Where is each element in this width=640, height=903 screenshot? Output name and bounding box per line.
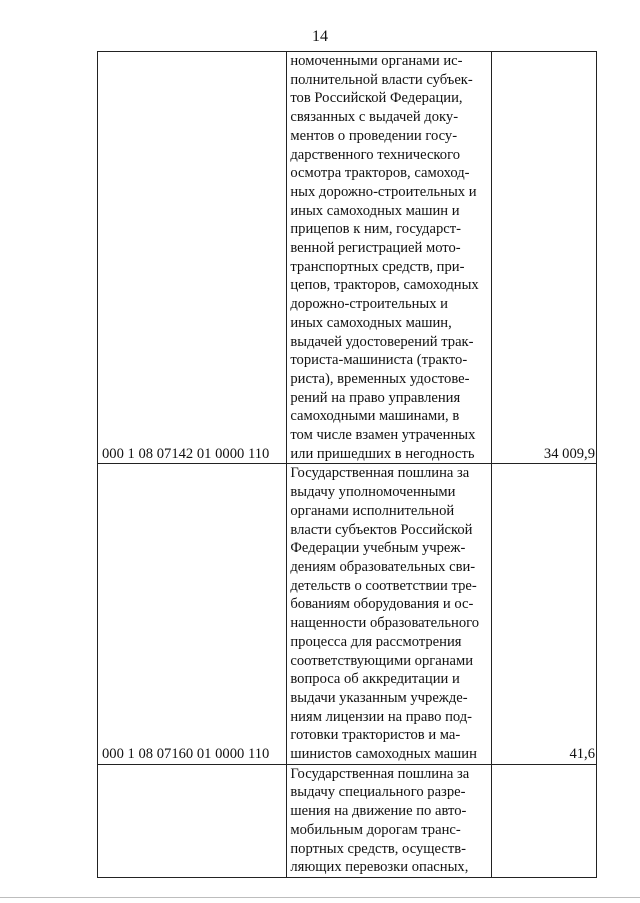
description-line: детельств о соответствии тре- — [290, 577, 477, 594]
description-line: нащенности образовательного — [290, 615, 480, 632]
description-line: иных самоходных машин и — [290, 202, 460, 219]
description-line: рений на право управления — [290, 389, 461, 406]
description-line: дорожно-строительных и — [290, 296, 448, 313]
description-line: транспортных средств, при- — [290, 258, 465, 275]
description-line: выдачу уполномоченными — [290, 484, 456, 501]
page-bottom-edge — [0, 897, 640, 898]
description-line: шения на движение по авто- — [290, 803, 467, 820]
description-line: шинистов самоходных машин — [290, 746, 477, 763]
description-line: выдачей удостоверений трак- — [290, 333, 474, 350]
description-line: бованиям оборудования и ос- — [290, 596, 474, 613]
description-line: выдачи указанным учрежде- — [290, 689, 468, 706]
description-cell — [287, 464, 491, 764]
description-line: портных средств, осуществ- — [290, 840, 466, 857]
description-line: соответствующими органами — [290, 652, 474, 669]
description-line: ториста-машиниста (тракто- — [290, 352, 468, 369]
description-line: полнительной власти субъек- — [290, 71, 473, 88]
kbk-code-cell: 000 1 08 07142 01 0000 110 — [98, 52, 287, 464]
description-line: процесса для рассмотрения — [290, 633, 462, 650]
description-line: номоченными органами ис- — [290, 53, 463, 69]
page-number: 14 — [312, 28, 328, 45]
description-line: Федерации учебным учреж- — [290, 540, 466, 557]
table-row — [98, 764, 597, 877]
description-line: мобильным дорогам транс- — [290, 821, 461, 838]
table-row — [98, 52, 597, 464]
description-cell — [287, 764, 491, 877]
description-line: прицепов к ним, государст- — [290, 221, 461, 238]
description-line: риста), временных удостове- — [290, 370, 470, 387]
description-line: готовки трактористов и ма- — [290, 727, 461, 744]
description-line: дарственного технического — [290, 146, 460, 163]
description-cell — [287, 52, 491, 464]
description-line: ных дорожно-строительных и — [290, 183, 477, 200]
description-line: ляющих перевозки опасных, — [290, 859, 469, 876]
description-line: венной регистрацией мото- — [290, 240, 461, 257]
description-line: связанных с выдачей доку- — [290, 109, 459, 126]
description-line: ниям лицензии на право под- — [290, 708, 473, 725]
description-line: выдачу специального разре- — [290, 784, 466, 801]
budget-classification-table — [97, 51, 597, 878]
description-line: ментов о проведении госу- — [290, 127, 458, 144]
description-line: том числе взамен утраченных — [290, 427, 476, 444]
description-line: или пришедших в негодность — [290, 445, 475, 462]
description-line: дениям образовательных сви- — [290, 558, 476, 575]
description-line: осмотра тракторов, самоход- — [290, 165, 470, 182]
description-line: власти субъектов Российской — [290, 521, 473, 538]
description-line: тов Российской Федерации, — [290, 90, 463, 107]
description-line: вопроса об аккредитации и — [290, 671, 460, 688]
description-line: Государственная пошлина за — [290, 765, 470, 782]
description-line: цепов, тракторов, самоходных — [290, 277, 479, 294]
table-row — [98, 464, 597, 764]
description-line: самоходными машинами, в — [290, 408, 460, 425]
kbk-code-cell — [98, 764, 287, 877]
description-line: иных самоходных машин, — [290, 314, 452, 331]
amount-cell — [491, 764, 596, 877]
description-line: Государственная пошлина за — [290, 465, 470, 482]
amount-cell: 34 009,9 — [491, 52, 596, 464]
amount-cell: 41,6 — [491, 464, 596, 764]
kbk-code-cell: 000 1 08 07160 01 0000 110 — [98, 464, 287, 764]
description-line: органами исполнительной — [290, 502, 455, 519]
